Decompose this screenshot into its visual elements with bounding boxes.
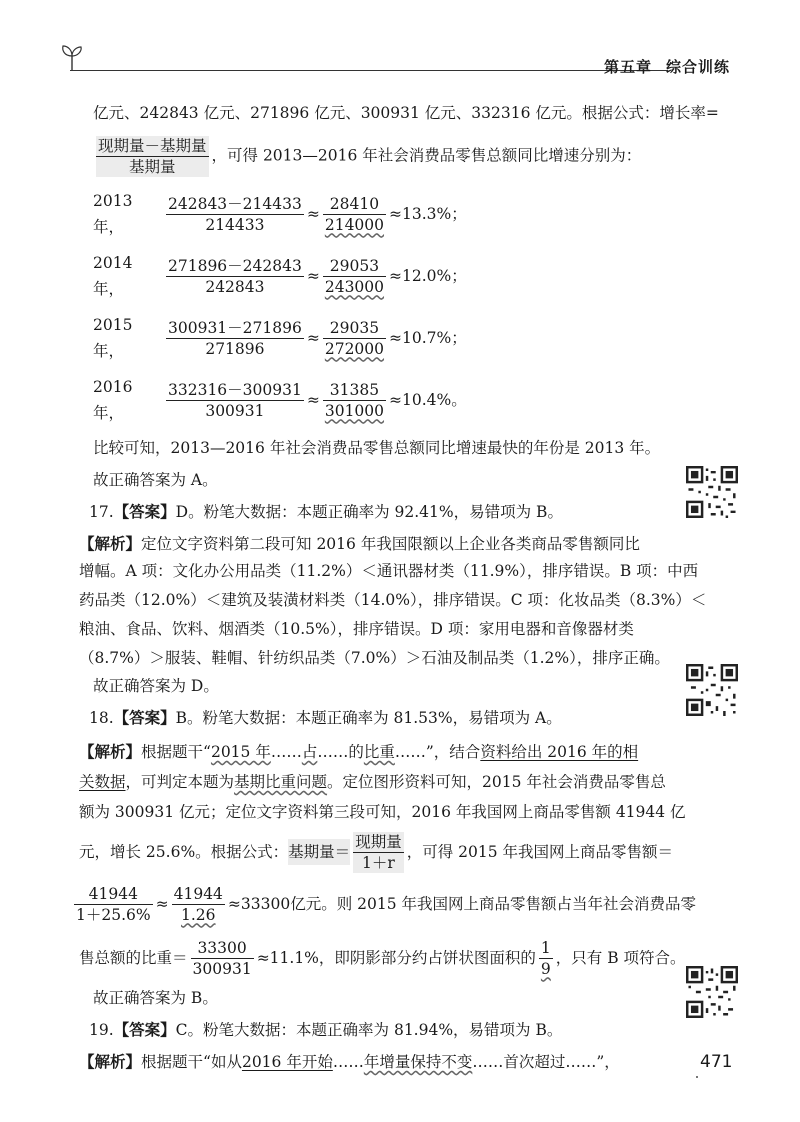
fraction-denominator: 301000 [324,401,385,420]
analysis-text: …… [270,743,302,761]
approx-fraction [323,318,386,359]
q18-analysis-line [79,737,683,767]
section-label: 综合训练 [666,58,731,76]
fraction-numerator: 31385 [323,380,386,401]
calc-result: ≈13.3%； [389,205,467,223]
keyword: 2016 年开始 [241,1053,333,1071]
q17-analysis-line: 增幅。A 项：文化办公用品类（11.2%）＜通讯器材类（11.9%），排序错误。B 项：中西 [79,562,699,580]
one-ninth-fraction [539,938,553,979]
analysis-text: ，可判定本题为 [125,773,235,791]
chapter-header [604,56,730,77]
q17-answer [89,499,683,525]
fraction-numerator: 29053 [323,256,386,277]
fraction-numerator: 33300 [191,938,254,959]
formula-denominator: 基期量 [96,157,209,177]
analysis-text: …… [332,1053,364,1071]
formula-lhs: 基期量＝ [288,839,350,865]
base-formula [353,832,404,873]
q18-analysis-line [79,827,683,877]
approx-sign: ≈ [306,329,320,347]
q18-analysis-line [79,931,686,985]
approx-fraction [323,194,386,235]
fraction-numerator: 271896－242843 [168,256,302,275]
approx-fraction [323,256,386,297]
formula-numerator: 现期量－基期量 [98,137,207,155]
q18-analysis-line: 额为 300931 亿元；定位文字资料第三段可知，2016 年我国网上商品零售额 41944 亿 [79,803,686,821]
analysis-text: ，可得 2015 年我国网上商品零售额＝ [406,843,674,861]
analysis-text: 元，增长 25.6%。根据公式： [79,843,289,861]
fraction-numerator: 242843－214433 [168,194,302,213]
analysis-text: ……的 [317,743,364,761]
year-label: 2014 年， [93,254,133,298]
calc-fraction [166,380,304,421]
keyword: 关数据 [79,773,126,791]
approx-fraction [172,884,225,925]
approx-sign: ≈ [306,205,320,223]
keyword: 比重 [363,743,395,761]
fraction-denominator: 300931 [205,401,265,420]
calc-row-2013 [93,189,683,239]
calc-fraction [166,194,304,235]
q19-analysis-line [79,1049,683,1075]
q17-analysis-line: 药品类（12.0%）＜建筑及装潢材料类（14.0%），排序错误。C 项：化妆品类（8.3%）＜ [79,591,707,609]
analysis-text: ……”，结合 [394,743,481,761]
calc-fraction [74,884,153,925]
q18-conclusion: 故正确答案为 B。 [93,989,218,1007]
fraction-numerator: 41944 [173,884,223,903]
calc-row-2016 [93,375,683,425]
analysis-text: ，只有 B 项符合。 [555,949,686,967]
intro-line-2 [93,136,683,177]
calc-row-2015 [93,313,683,363]
calc-result: ≈10.7%； [389,329,467,347]
header-rule [70,70,668,71]
qr-code-icon[interactable] [686,966,738,1018]
answer-label: 【答案】 [113,503,176,521]
growth-rate-formula [96,136,209,177]
q17-analysis-line [79,531,683,557]
answer-label: 【答案】 [113,1021,176,1039]
q19-answer [89,1017,683,1043]
year-label: 2013 年， [93,192,133,236]
fraction-numerator: 332316－300931 [168,380,302,399]
keyword: 2015 年 [210,743,271,761]
fraction-denominator: 1＋25.6% [76,905,151,924]
sprout-icon [60,42,84,72]
scan-dot [696,1076,698,1078]
fraction-numerator: 29035 [323,318,386,339]
analysis-text: 定位文字资料第二段可知 2016 年我国限额以上企业各类商品零售额同比 [141,535,640,553]
analysis-text: 根据题干“ [141,743,211,761]
q17-analysis-line: （8.7%）＞服装、鞋帽、针纺织品类（7.0%）＞石油及制品类（1.2%），排序正确。 [79,649,670,667]
question-number: 17. [89,503,114,521]
calc-fraction [166,256,304,297]
intro-line-2-text: ，可得 2013—2016 年社会消费品零售总额同比增速分别为： [211,146,642,165]
analysis-label: 【解析】 [79,535,142,553]
year-label: 2015 年， [93,316,133,360]
year-label: 2016 年， [93,378,133,422]
analysis-text: ……首次超过……”， [472,1053,620,1071]
fraction-numerator: 300931－271896 [168,318,302,337]
fraction-denominator: 300931 [192,959,252,978]
q18-answer [89,705,683,731]
approx-sign: ≈ [155,895,169,913]
q18-analysis-line [71,877,697,931]
keyword: 基期比重问题 [234,773,328,791]
keyword: 年增量保持不变 [363,1053,473,1071]
analysis-text: ≈33300亿元。则 2015 年我国网上商品零售额占当年社会消费品零 [227,895,697,913]
fraction-denominator: 243000 [324,277,385,296]
fraction-denominator: 9 [540,959,551,978]
fraction-denominator: 271896 [205,339,265,358]
answer-text: D。粉笔大数据：本题正确率为 92.41%，易错项为 B。 [175,503,563,521]
analysis-text: 售总额的比重＝ [79,949,188,967]
analysis-label: 【解析】 [79,1053,142,1071]
question-number: 18. [89,709,114,727]
question-number: 19. [89,1021,114,1039]
fraction-denominator: 1＋r [362,853,395,872]
q17-analysis-line: 粮油、食品、饮料、烟酒类（10.5%），排序错误。D 项：家用电器和音像器材类 [79,620,634,638]
fraction-numerator: 1 [540,938,551,957]
approx-sign: ≈ [306,391,320,409]
keyword: 占 [301,743,318,761]
fraction-numerator: 41944 [74,884,153,905]
q18-analysis-line [79,767,683,797]
calc-result: ≈12.0%； [389,267,467,285]
calc-fraction [166,318,304,359]
page-number: 471 [700,1052,733,1072]
approx-sign: ≈ [306,267,320,285]
answer-text: C。粉笔大数据：本题正确率为 81.94%，易错项为 B。 [175,1021,563,1039]
q16-conclusion: 故正确答案为 A。 [93,471,218,489]
fraction-denominator: 214433 [205,215,265,234]
ratio-fraction [191,938,254,979]
keyword: 资料给出 2016 年的相 [480,743,639,761]
analysis-text: 。定位图形资料可知，2015 年社会消费品零售总 [327,773,666,791]
fraction-denominator: 1.26 [181,905,216,924]
analysis-text: ≈11.1%，即阴影部分约占饼状图面积的 [256,949,536,967]
approx-fraction [323,380,386,421]
calc-row-2014 [93,251,683,301]
answer-label: 【答案】 [113,709,176,727]
fraction-denominator: 272000 [324,339,385,358]
chapter-label: 第五章 [604,58,653,76]
qr-code-icon[interactable] [686,466,738,518]
calc-result: ≈10.4%。 [389,391,467,409]
answer-text: B。粉笔大数据：本题正确率为 81.53%，易错项为 A。 [175,709,562,727]
q17-conclusion: 故正确答案为 D。 [93,677,219,695]
fraction-denominator: 214000 [324,215,385,234]
qr-code-icon[interactable] [686,664,738,716]
fraction-numerator: 28410 [323,194,386,215]
fraction-denominator: 242843 [205,277,265,296]
analysis-text: 根据题干“如从 [141,1053,242,1071]
analysis-label: 【解析】 [79,743,142,761]
intro-line-1: 亿元、242843 亿元、271896 亿元、300931 亿元、332316 亿元。根据公式：增长率= [93,104,719,122]
q16-compare: 比较可知，2013—2016 年社会消费品零售总额同比增速最快的年份是 2013 年。 [93,439,661,457]
fraction-numerator: 现期量 [355,832,402,851]
